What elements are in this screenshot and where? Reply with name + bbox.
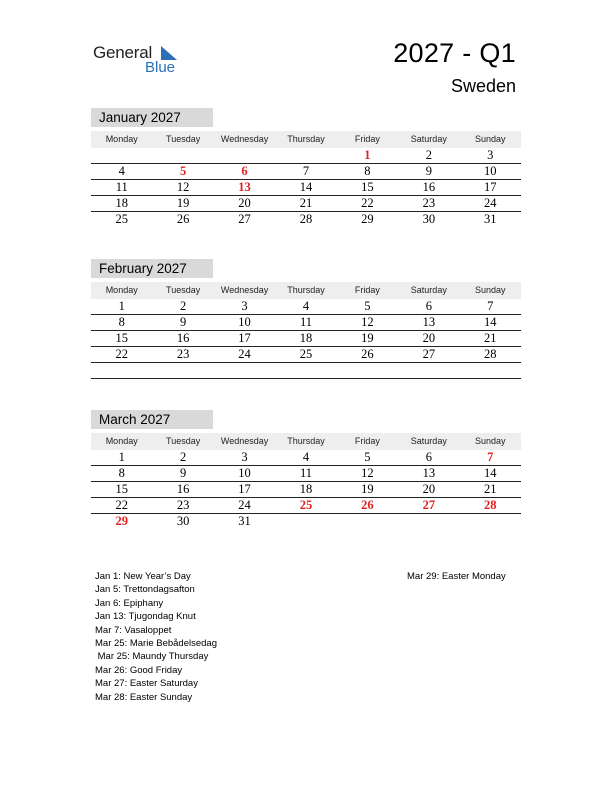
day-cell: 19 [361, 482, 374, 496]
day-cell: 13 [422, 315, 436, 329]
month-label: March 2027 [91, 410, 213, 429]
day-cell: 15 [115, 482, 128, 496]
weekday-label: Sunday [474, 134, 506, 144]
day-cell: 12 [176, 180, 190, 194]
day-cell: 24 [238, 347, 251, 361]
week-row [91, 482, 521, 498]
day-cell: 29 [361, 212, 374, 226]
holiday-entry: Jan 5: Trettondagsafton [95, 584, 195, 596]
page-title: 2027 - Q1 [393, 38, 516, 68]
day-cell: 28 [483, 498, 497, 512]
day-cell: 8 [364, 164, 371, 178]
day-cell: 12 [361, 315, 374, 329]
day-cell [398, 363, 459, 378]
week-row [91, 363, 521, 379]
day-cell [337, 514, 398, 529]
day-cell: 8 [118, 466, 125, 480]
day-cell: 3 [487, 148, 494, 162]
holiday-entry: Mar 27: Easter Saturday [95, 678, 198, 690]
day-cell: 5 [364, 299, 371, 313]
day-cell: 6 [241, 164, 248, 178]
weekday-header [91, 131, 521, 148]
day-cell: 13 [422, 466, 436, 480]
day-cell [337, 363, 398, 378]
logo [93, 40, 193, 80]
day-cell: 25 [299, 347, 313, 361]
day-cell [91, 363, 152, 378]
day-cell: 1 [118, 299, 125, 313]
week-row [91, 331, 521, 347]
month-grid [91, 450, 521, 529]
day-cell: 23 [176, 498, 190, 512]
day-cell: 10 [238, 315, 251, 329]
logo-blue-text: Blue [145, 59, 176, 76]
day-cell: 20 [422, 482, 436, 496]
day-cell: 18 [299, 482, 313, 496]
day-cell: 31 [483, 212, 497, 226]
weekday-label: Tuesday [166, 134, 201, 144]
day-cell: 16 [176, 482, 190, 496]
day-cell: 11 [299, 466, 312, 480]
weekday-label: Thursday [287, 285, 325, 295]
holiday-list-right [407, 570, 506, 583]
week-row [91, 299, 521, 315]
day-cell: 22 [361, 196, 374, 210]
weekday-label: Friday [354, 436, 380, 446]
day-cell [214, 363, 275, 378]
holiday-entry: Mar 7: Vasaloppet [95, 624, 172, 636]
day-cell: 26 [176, 212, 190, 226]
day-cell: 8 [118, 315, 125, 329]
weekday-label: Sunday [474, 436, 506, 446]
day-cell: 11 [299, 315, 312, 329]
day-cell: 7 [487, 299, 494, 313]
day-cell: 1 [118, 450, 125, 464]
holiday-entry: Jan 13: Tjugondag Knut [95, 611, 196, 623]
week-row [91, 498, 521, 514]
weekday-label: Friday [354, 134, 380, 144]
month-january [91, 108, 521, 227]
day-cell: 27 [238, 212, 251, 226]
weekday-header [91, 282, 521, 299]
week-row [91, 148, 521, 164]
day-cell: 15 [361, 180, 374, 194]
holiday-list [95, 570, 217, 704]
week-row [91, 196, 521, 212]
day-cell: 22 [115, 347, 128, 361]
day-cell: 10 [238, 466, 251, 480]
week-row [91, 315, 521, 331]
day-cell: 19 [361, 331, 374, 345]
week-row [91, 164, 521, 180]
day-cell: 5 [364, 450, 371, 464]
holiday-entry: Mar 28: Easter Sunday [95, 691, 193, 703]
day-cell: 11 [115, 180, 128, 194]
day-cell [152, 148, 213, 163]
day-cell: 31 [238, 514, 251, 528]
day-cell: 9 [180, 466, 187, 480]
month-grid [91, 299, 521, 379]
day-cell: 22 [115, 498, 128, 512]
day-cell: 2 [180, 450, 187, 464]
day-cell: 16 [422, 180, 436, 194]
day-cell: 14 [299, 180, 313, 194]
day-cell: 28 [483, 347, 497, 361]
day-cell: 21 [483, 482, 497, 496]
country-name: Sweden [450, 76, 516, 96]
day-cell: 4 [302, 450, 310, 464]
holiday-entry: Mar 25: Maundy Thursday [95, 651, 209, 663]
day-cell: 25 [299, 498, 313, 512]
day-cell [275, 148, 336, 163]
day-cell: 9 [180, 315, 187, 329]
day-cell: 5 [180, 164, 187, 178]
day-cell: 10 [483, 164, 497, 178]
week-row [91, 212, 521, 227]
weekday-label: Tuesday [166, 285, 201, 295]
weekday-label: Friday [354, 285, 380, 295]
holiday-entry: Jan 1: New Year’s Day [95, 571, 191, 582]
day-cell [460, 514, 521, 529]
day-cell: 26 [361, 498, 374, 512]
day-cell: 9 [425, 164, 432, 178]
month-february [91, 259, 521, 379]
day-cell: 20 [238, 196, 251, 210]
day-cell: 2 [180, 299, 187, 313]
holiday-entry: Mar 29: Easter Monday [407, 571, 506, 582]
day-cell: 15 [115, 331, 128, 345]
week-row [91, 466, 521, 482]
holiday-entry: Jan 6: Epiphany [95, 597, 164, 609]
month-label: February 2027 [91, 259, 213, 278]
month-label: January 2027 [91, 108, 213, 127]
day-cell: 18 [299, 331, 313, 345]
day-cell: 12 [361, 466, 374, 480]
day-cell: 14 [483, 315, 497, 329]
day-cell: 17 [238, 482, 251, 496]
weekday-header [91, 433, 521, 450]
day-cell: 17 [238, 331, 251, 345]
day-cell: 4 [118, 164, 125, 178]
weekday-label: Wednesday [220, 285, 269, 295]
weekday-label: Monday [105, 285, 138, 295]
day-cell: 19 [176, 196, 190, 210]
weekday-label: Thursday [287, 134, 325, 144]
day-cell: 24 [483, 196, 497, 210]
day-cell: 1 [364, 148, 371, 162]
day-cell: 23 [176, 347, 190, 361]
day-cell: 25 [115, 212, 128, 226]
day-cell [398, 514, 459, 529]
day-cell: 27 [422, 347, 436, 361]
day-cell [275, 363, 336, 378]
holiday-entry: Mar 26: Good Friday [95, 664, 183, 676]
day-cell [460, 363, 521, 378]
day-cell: 30 [422, 212, 436, 226]
day-cell: 3 [241, 299, 248, 313]
weekday-label: Wednesday [220, 134, 269, 144]
month-march [91, 410, 521, 529]
day-cell: 13 [238, 180, 251, 194]
day-cell: 16 [176, 331, 190, 345]
day-cell: 7 [302, 164, 310, 178]
day-cell: 28 [299, 212, 313, 226]
day-cell [275, 514, 336, 529]
weekday-label: Tuesday [166, 436, 201, 446]
day-cell: 3 [241, 450, 248, 464]
day-cell: 4 [302, 299, 310, 313]
weekday-label: Thursday [287, 436, 325, 446]
weekday-label: Monday [105, 436, 138, 446]
day-cell: 14 [483, 466, 497, 480]
day-cell [152, 363, 213, 378]
month-grid [91, 148, 521, 227]
weekday-label: Monday [105, 134, 138, 144]
logo-flag-icon [161, 46, 177, 60]
weekday-label: Sunday [474, 285, 506, 295]
weekday-label: Saturday [410, 436, 447, 446]
weekday-label: Saturday [410, 285, 447, 295]
week-row [91, 180, 521, 196]
week-row [91, 514, 521, 529]
weekday-label: Wednesday [220, 436, 269, 446]
day-cell: 29 [115, 514, 128, 528]
day-cell: 21 [483, 331, 497, 345]
day-cell: 6 [425, 299, 432, 313]
day-cell [214, 148, 275, 163]
day-cell: 30 [176, 514, 190, 528]
day-cell: 23 [422, 196, 436, 210]
day-cell: 20 [422, 331, 436, 345]
day-cell [91, 148, 152, 163]
day-cell: 2 [425, 148, 432, 162]
day-cell: 7 [487, 450, 494, 464]
day-cell: 21 [299, 196, 313, 210]
day-cell: 24 [238, 498, 251, 512]
week-row [91, 347, 521, 363]
logo-general-text: General [93, 43, 153, 62]
day-cell: 17 [483, 180, 497, 194]
day-cell: 26 [361, 347, 374, 361]
weekday-label: Saturday [410, 134, 447, 144]
holiday-entry: Mar 25: Marie Bebådelsedag [95, 638, 217, 650]
week-row [91, 450, 521, 466]
day-cell: 18 [115, 196, 128, 210]
day-cell: 27 [422, 498, 436, 512]
day-cell: 6 [425, 450, 432, 464]
